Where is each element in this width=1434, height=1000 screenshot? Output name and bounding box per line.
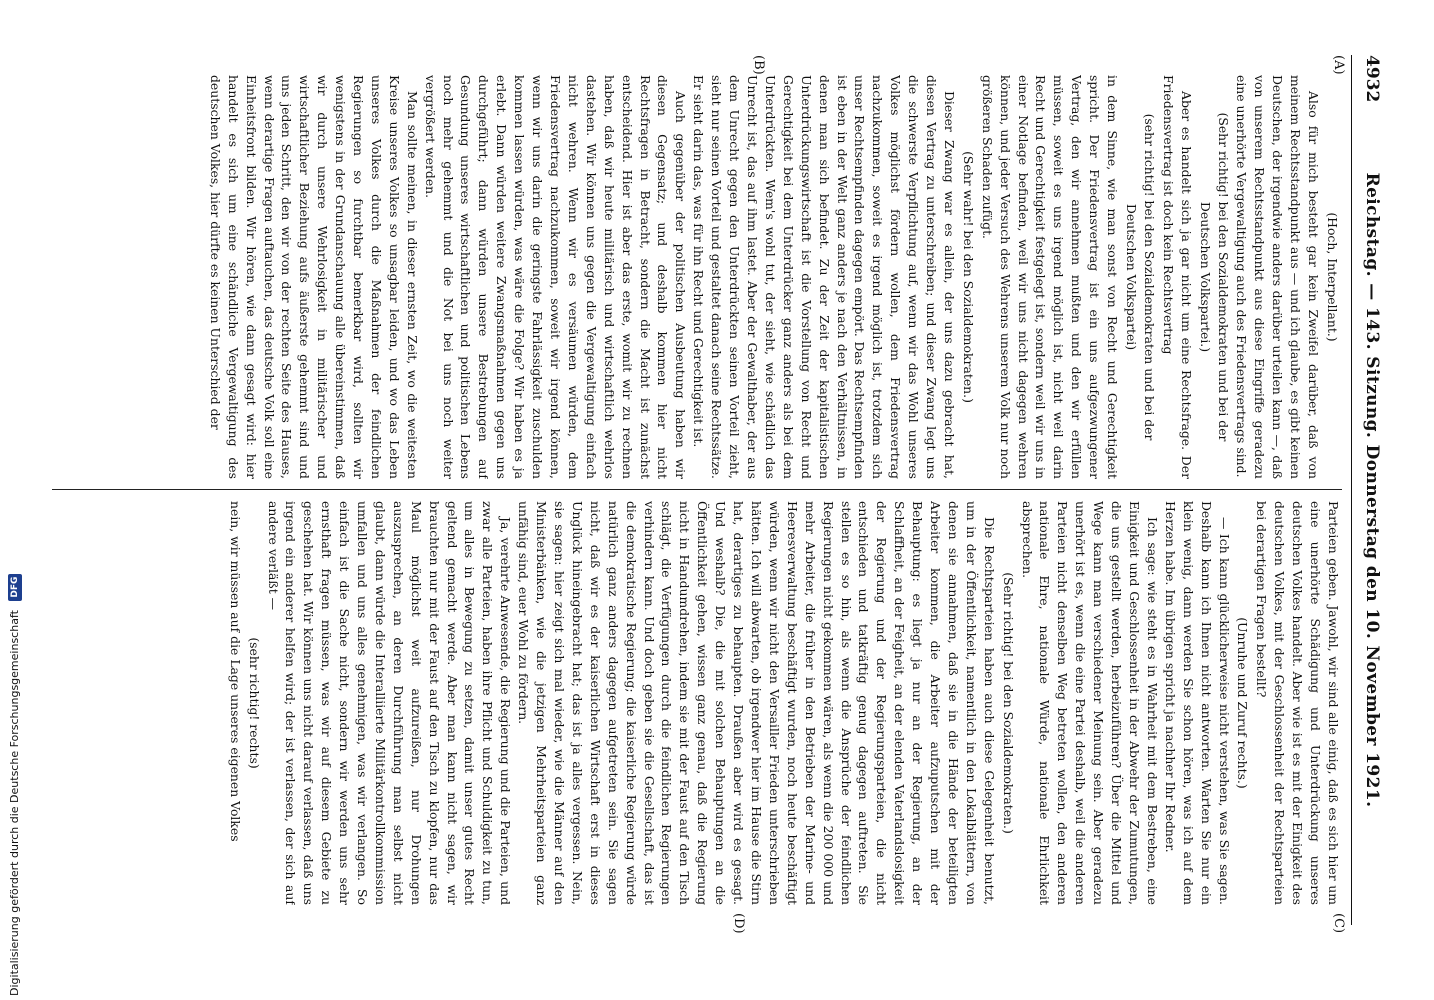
speaker-note: (Hoch, Interpellant.)	[1325, 212, 1340, 342]
paragraph: Ich sage: wie steht es in Wahrheit mit dem Bestreben, eine Einigkeit und Geschlossenheit in der Abwehr der Zumutungen, die uns gestellt werden, herbeizuführen? Über die Mittel und Wege kann man verschiedener Meinung sein. Aber geradezu unerhört ist es, wenn die eine Partei deshalb, weil die anderen Parteien nicht denselben Weg betreten wollen, den anderen nationale Ehre, nationale Würde, nationale Ehrlichkeit absprechen.	[1019, 501, 1160, 905]
interjection: (sehr richtig! bei den Sozialdemokraten und bei der Deutschen Volkspartei)	[1124, 113, 1157, 441]
page-content	[40, 55, 1386, 934]
margin-mark-a: (A)	[1331, 55, 1346, 75]
paragraph: Auch gegenüber der politischen Ausbeutung haben wir diesen Gegensatz; und deshalb kommen hier nicht Rechtsfragen in Betracht, sondern die Macht ist zunächst entscheidend. Hier ist aber das erste, womit wir zu rechnen haben, daß wir heute militärisch und wirtschaftlich wehrlos dastehen. Wir können uns gegen die Vergewaltigung einfach nicht wehren. Wenn wir es versäumen würden, dem Friedensvertrag nachzukommen, soweit wir irgend können, wenn wir uns darin die geringste Fahrlässigkeit zuschulden kommen lassen würden, was wäre die Folge? Wir haben es ja erlebt. Dann würden weitere Zwangsmaßnahmen gegen uns durchgeführt; dann würden unsere Bestrebungen auf Gesundung unseres wirtschaftlichen und politischen Lebens noch mehr gehemmt und die Not bei uns noch weiter vergrößert werden.	[422, 75, 689, 479]
margin-mark-c: (C)	[1331, 913, 1346, 934]
paragraph: nein, wir müssen auf die Lage unseres eigenen Volkes	[227, 501, 243, 842]
left-column	[40, 75, 1342, 479]
interjection: (Sehr wahr! bei den Sozialdemokraten.)	[960, 151, 976, 403]
interjection: (Sehr richtig! bei den Sozialdemokraten.)	[1000, 572, 1016, 834]
paragraph: Aber es handelt sich ja gar nicht um eine Rechtsfrage. Der Friedensvertrag ist doch kein Rechtsvertrag	[1160, 75, 1194, 479]
running-title: Reichstag. — 143. Sitzung. Donnerstag den 10. November 1921.	[1362, 172, 1382, 808]
right-column	[40, 501, 1342, 905]
credit-text: Digitalisierung gefördert durch die Deutsche Forschungsgemeinschaft	[8, 610, 21, 996]
paragraph: Ja, verehrte Anwesende, die Regierung und die Parteien, und zwar alle Parteien, haben ihre Pflicht und Schuldigkeit zu tun, um alles in Bewegung zu setzen, damit unser gutes Recht geltend gemacht werde. Aber man kann nicht sagen, wir brauchten nur mit der Faust auf den Tisch zu klopfen, nur das Maul möglichst weit aufzureißen, nur Drohungen auszusprechen, an deren Durchführung man selbst nicht glaubt, dann würde die Interalliierte Militärkontrollkommission umfallen und uns alles genehmigen, was wir verlangen. So einfach ist die Sache nicht, sondern wir werden uns sehr ernsthaft fragen müssen, was wir auf diesem Gebiete zu geschehen hat. Wir können uns nicht darauf verlassen, daß uns irgend ein anderer helfen wird; der ist verlassen, der sich auf andere verläßt —	[265, 501, 514, 905]
page-header	[1351, 55, 1386, 925]
paragraph: Man sollte meinen, in dieser ernsten Zeit, wo die weitesten Kreise unseres Volkes so unsagbar leiden, und wo das Leben unseres Volkes durch die Maßnahmen der feindlichen Regierungen so furchtbar bemerkbar wird, sollten wir wenigstens in der Grundanschauung alle übereinstimmen, daß wir durch unsere Wehrlosigkeit in militärischer und wirtschaftlicher Beziehung aufs äußerste gehemmt sind und uns jeden Schritt, den wir von der rechten Seite des Hauses, wenn derartige Fragen auftauchen, das deutsche Volk soll eine Einheitsfront bilden. Wir hören, wie dann gesagt wird: hier handelt es sich um eine schändliche Vergewaltigung des deutschen Volkes, hier dürfte es keinen Unterschied der	[207, 75, 420, 479]
interjection: (Unruhe und Zuruf rechts.)	[1235, 617, 1251, 789]
digitization-credit-sidebar	[2, 376, 24, 996]
interjection: (sehr richtig! rechts)	[246, 637, 262, 769]
interjection: (Sehr richtig! bei den Sozialdemokraten und bei der Deutschen Volkspartei.)	[1197, 112, 1231, 442]
paragraph: Die Rechtsparteien haben auch diese Gelegenheit benutzt, um in der Öffentlichkeit, namentlich in den Lokalblättern, von denen sie annahmen, daß sie in die Hände der beteiligten Arbeiter kommen, die Arbeiter aufzuputschen mit der Behauptung: es liegt ja nur an der Regierung, an der Schlaffheit, an der Feigheit, an der elenden Vaterlandslosigkeit der Regierung und der Regierungsparteien, die nicht entschieden und tatkräftig genug dagegen auftreten. Sie stellen es so hin, als wenn die Ansprüche der feindlichen Regierungen nicht gekommen wären, als wenn die 200 000 und mehr Arbeiter, die früher in den Betrieben der Marine- und Heeresverwaltung beschäftigt wurden, noch heute beschäftigt würden, wenn wir nicht den Versailler Frieden unterschrieben hätten. Ich will abwarten, ob irgendwer hier im Hause die Stirn hat, derartiges zu behaupten. Draußen aber wird es gesagt. Und weshalb? Die, die mit solchen Behauptungen an die Öffentlichkeit gehen, wissen ganz genau, daß die Regierung nicht in Handumdrehen, indem sie mit der Faust auf den Tisch schlägt, die Verfügungen durch die feindlichen Regierungen verhindern kann. Und doch geben sie die Gesellschaft, das ist die demokratische Regierung; die kaiserliche Regierung würde natürlich ganz anders dagegen aufgetreten sein. Sie sagen nicht, daß wir es der kaiserlichen Wirtschaft erst in dieses Unglück hineingebracht hat; das ist ja alles vergessen. Nein, sie sagen: hier zeigt sich mal wieder, wie die Männer auf den Ministerbänken, wie die jetzigen Mehrheitsparteien ganz unfähig sind, euer Wohl zu fördern.	[516, 501, 997, 905]
paragraph: — Ich kann glücklicherweise nicht verstehen, was Sie sagen. Deshalb kann ich Ihnen nicht antworten. Warten Sie nur ein klein wenig, dann werden Sie schon hören, was ich auf dem Herzen habe. Im übrigen spricht ja nachher Ihr Redner.	[1162, 501, 1232, 905]
paragraph: Also für mich besteht gar kein Zweifel darüber, daß von meinem Rechtsstandpunkt aus — und ich glaube, es gibt keinen Deutschen, der irgendwie anders darüber urteilen kann —, daß von unserem Rechtsstandpunkt aus diese Eingriffe geradezu eine unerhörte Vergewaltigung auch des Friedensvertrags sind.	[1234, 75, 1322, 479]
column-divider	[52, 489, 1342, 490]
page-number: 4932	[1362, 55, 1382, 103]
margin-mark-d: (D)	[731, 913, 746, 934]
dfg-logo-icon: DFG	[8, 574, 22, 601]
paragraph: in dem Sinne, wie man sonst von Recht und Gerechtigkeit spricht. Der Friedensvertrag ist ein uns aufgezwungener Vertrag, den wir annehmen mußten und den wir erfüllen müssen, soweit es uns irgend möglich ist, nicht weil darin Recht und Gerechtigkeit festgelegt ist, sondern weil wir uns in einer Notlage befinden, weil wir uns nicht dagegen wehren können, und jeder Versuch des Wehrens unserem Volk nur noch größeren Schaden zufügt.	[979, 75, 1121, 479]
margin-mark-b: (B)	[751, 55, 766, 75]
paragraph: Dieser Zwang war es allein, der uns dazu gebracht hat, diesen Vertrag zu unterschreiben; und dieser Zwang legt uns die schwerste Verpflichtung auf, wenn wir das Wohl unseres Volkes möglichst fördern wollen, dem Friedensvertrag nachzukommen, soweit es irgend möglich ist, trotzdem sich unser Rechtsempfinden dagegen empört. Das Rechtsempfinden ist eben in der Welt ganz anders je nach den Verhältnissen, in denen man sich befindet. Zu der Zeit der kapitalistischen Unterdrückungswirtschaft ist die Vorstellung von Recht und Gerechtigkeit bei dem Unterdrücker ganz anders als bei dem Unterdrückten. Wem's wohl tut, der sieht, wie schädlich das Unrecht ist, das auf ihm lastet. Aber der Gewalthaber, der aus dem Unrecht gegen den Unterdrückten seinen Vorteil zieht, sieht nur seinen Vorteil und gestaltet danach seine Rechtssätze. Er sieht darin das, was für ihn Recht und Gerechtigkeit ist.	[691, 75, 957, 479]
paragraph: Parteien geben. Jawohl, wir sind alle einig, daß es sich hier um eine unerhörte Schädigung und Unterdrückung unseres deutschen Volkes handelt. Aber wie ist es mit der Einigkeit des deutschen Volkes, mit der Geschlossenheit der Rechtsparteien bei derartigen Fragen bestellt?	[1254, 501, 1341, 905]
credit-line	[4, 376, 26, 996]
